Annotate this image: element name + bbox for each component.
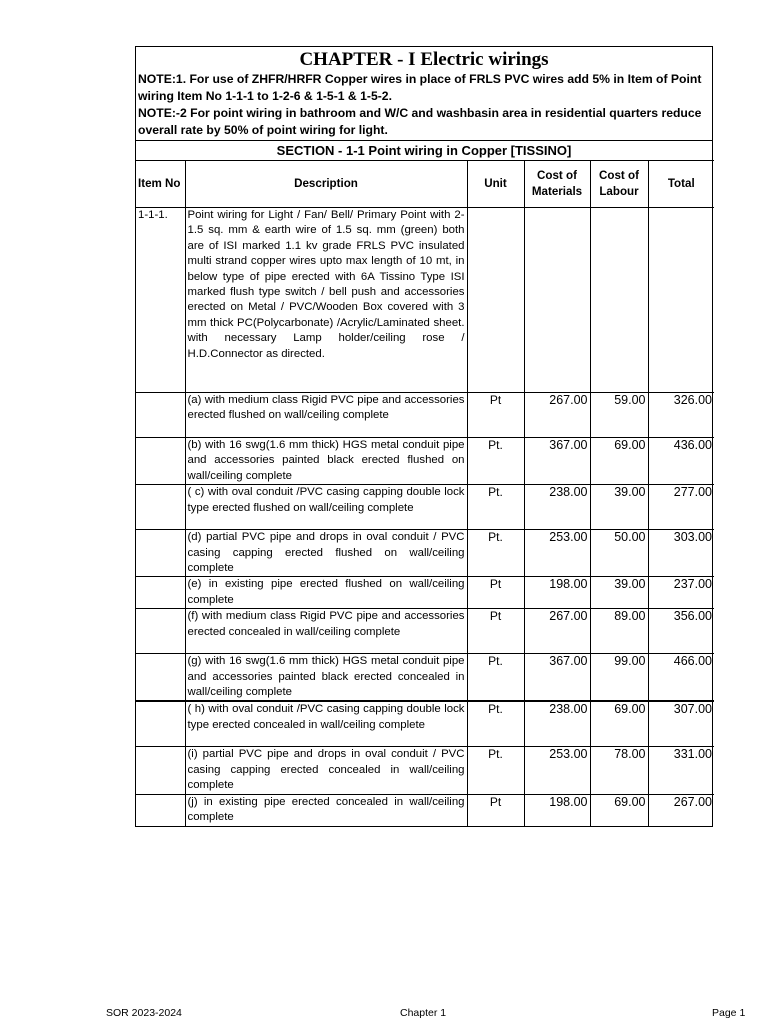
row-description: (d) partial PVC pipe and drops in oval conduit / PVC casing capping erected flushed on wall/ceiling complete: [185, 530, 467, 577]
row-unit: Pt.: [467, 701, 524, 747]
row-cost-materials: 238.00: [524, 485, 590, 530]
row-description: (a) with medium class Rigid PVC pipe and accessories erected flushed on wall/ceiling complete: [185, 393, 467, 438]
table-row: [136, 747, 714, 794]
row-cost-labour: 50.00: [590, 530, 648, 577]
row-cost-labour: 69.00: [590, 438, 648, 485]
row-total: 237.00: [648, 577, 714, 609]
main-item-no: 1-1-1.: [136, 208, 185, 393]
table-row: [136, 438, 714, 485]
row-total: 267.00: [648, 794, 714, 825]
table-row: [136, 393, 714, 438]
row-cost-materials: 253.00: [524, 530, 590, 577]
table-row: [136, 654, 714, 702]
row-cost-labour: 69.00: [590, 701, 648, 747]
row-cost-labour: 69.00: [590, 794, 648, 825]
row-total: 356.00: [648, 609, 714, 654]
row-unit: Pt.: [467, 530, 524, 577]
header-description: Description: [185, 161, 467, 208]
table-row: [136, 794, 714, 825]
rates-table: [136, 160, 714, 826]
header-total: Total: [648, 161, 714, 208]
row-unit: Pt: [467, 577, 524, 609]
row-cost-labour: 89.00: [590, 609, 648, 654]
row-total: 331.00: [648, 747, 714, 794]
row-description: (b) with 16 swg(1.6 mm thick) HGS metal conduit pipe and accessories painted black erected flushed on wall/ceiling complete: [185, 438, 467, 485]
row-description: (e) in existing pipe erected flushed on wall/ceiling complete: [185, 577, 467, 609]
row-cost-labour: 39.00: [590, 577, 648, 609]
row-cost-labour: 99.00: [590, 654, 648, 702]
header-unit: Unit: [467, 161, 524, 208]
row-unit: Pt: [467, 393, 524, 438]
row-description: (j) in existing pipe erected concealed in wall/ceiling complete: [185, 794, 467, 825]
row-total: 466.00: [648, 654, 714, 702]
row-cost-materials: 198.00: [524, 794, 590, 825]
row-description: (f) with medium class Rigid PVC pipe and accessories erected concealed in wall/ceiling complete: [185, 609, 467, 654]
section-title: SECTION - 1-1 Point wiring in Copper [TISSINO]: [136, 140, 712, 160]
table-row: [136, 485, 714, 530]
row-cost-materials: 367.00: [524, 654, 590, 702]
row-unit: Pt.: [467, 485, 524, 530]
row-cost-materials: 238.00: [524, 701, 590, 747]
row-description: ( c) with oval conduit /PVC casing capping double lock type erected flushed on wall/ceiling complete: [185, 485, 467, 530]
note-1: NOTE:1. For use of ZHFR/HRFR Copper wires in place of FRLS PVC wires add 5% in Item of Point wiring Item No 1-1-1 to 1-2-6 & 1-5-1 & 1-5-2.: [138, 72, 702, 103]
row-description: ( h) with oval conduit /PVC casing capping double lock type erected concealed in wall/ceiling complete: [185, 701, 467, 747]
row-cost-materials: 367.00: [524, 438, 590, 485]
footer-left: SOR 2023-2024: [106, 1007, 182, 1019]
main-item-description: Point wiring for Light / Fan/ Bell/ Primary Point with 2-1.5 sq. mm & earth wire of 1.5 sq. mm (green) both are of ISI marked 1.1 kv grade FRLS PVC insulated multi strand copper wires upto max length of 10 mt, in below type of pipe erected with 6A Tissino Type ISI marked flush type switch / bell push and accessories erected on Metal / PVC/Wooden Box covered with 3 mm thick PC(Polycarbonate) /Acrylic/Laminated sheet. with necessary Lamp holder/ceiling rose / H.D.Connector as directed.: [185, 208, 467, 393]
table-row: [136, 609, 714, 654]
row-total: 277.00: [648, 485, 714, 530]
row-total: 303.00: [648, 530, 714, 577]
header-item-no: Item No: [136, 161, 185, 208]
row-cost-materials: 253.00: [524, 747, 590, 794]
header-cost-materials: Cost of Materials: [524, 161, 590, 208]
chapter-title: CHAPTER - I Electric wirings: [299, 49, 549, 70]
table-row: [136, 577, 714, 609]
row-total: 326.00: [648, 393, 714, 438]
note-2: NOTE:-2 For point wiring in bathroom and W/C and washbasin area in residential quarters reduce overall rate by 50% of point wiring for light.: [138, 106, 702, 137]
row-cost-labour: 59.00: [590, 393, 648, 438]
footer-right: Page 1: [712, 1007, 746, 1019]
row-total: 436.00: [648, 438, 714, 485]
footer-center: Chapter 1: [400, 1007, 447, 1019]
table-header-row: [136, 161, 714, 208]
table-row-main-item: [136, 208, 714, 393]
table-row: [136, 530, 714, 577]
rate-schedule-sheet: [135, 46, 713, 827]
row-total: 307.00: [648, 701, 714, 747]
row-description: (i) partial PVC pipe and drops in oval conduit / PVC casing capping erected concealed in wall/ceiling complete: [185, 747, 467, 794]
row-unit: Pt.: [467, 438, 524, 485]
row-cost-materials: 267.00: [524, 609, 590, 654]
table-row: [136, 701, 714, 747]
row-cost-labour: 78.00: [590, 747, 648, 794]
row-unit: Pt.: [467, 747, 524, 794]
header-cost-labour: Cost of Labour: [590, 161, 648, 208]
row-unit: Pt: [467, 794, 524, 825]
row-cost-labour: 39.00: [590, 485, 648, 530]
row-unit: Pt: [467, 609, 524, 654]
row-cost-materials: 267.00: [524, 393, 590, 438]
row-unit: Pt.: [467, 654, 524, 702]
row-cost-materials: 198.00: [524, 577, 590, 609]
row-description: (g) with 16 swg(1.6 mm thick) HGS metal conduit pipe and accessories painted black erected concealed in wall/ceiling complete: [185, 654, 467, 702]
